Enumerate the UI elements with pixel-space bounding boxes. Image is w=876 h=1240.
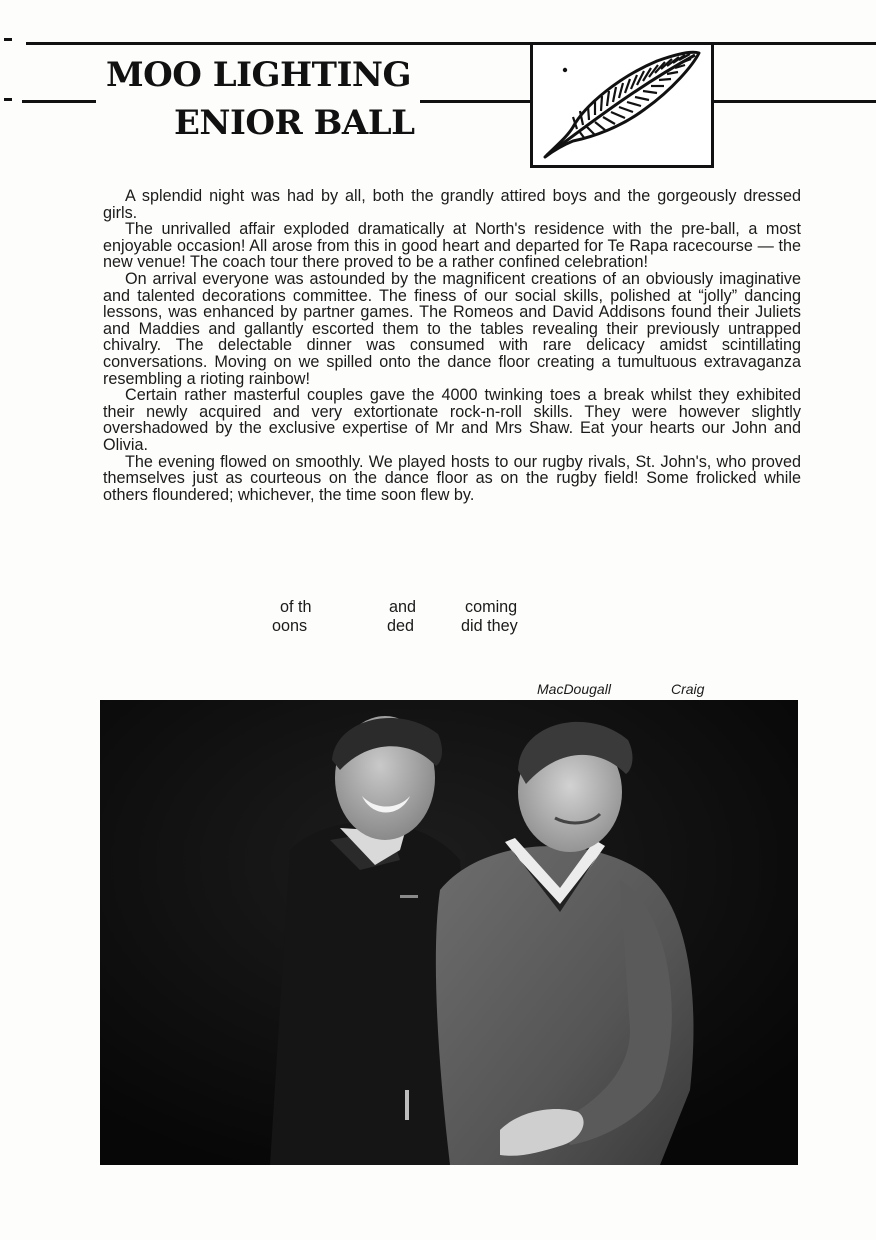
photo-caption-right: Craig	[671, 681, 705, 697]
fern-icon	[533, 45, 711, 165]
article-paragraph: The unrivalled affair exploded dramatically at North's residence with the pre-ball, a most enjoyable occasion! All arose from this in good heart and departed for Te Rapa racecourse — the new venue! The coach tour there proved to be a rather confined celebration!	[103, 220, 801, 272]
header-rule	[712, 100, 876, 103]
text-fragment: ded	[387, 617, 415, 635]
text-fragment: did they	[461, 617, 518, 635]
photo-caption-left: MacDougall	[537, 681, 611, 697]
header-rule	[420, 100, 532, 103]
headline-line-1: MOO LIGHTING	[106, 55, 411, 95]
text-fragment: oons	[272, 617, 308, 635]
text-fragment: and	[389, 598, 417, 616]
text-fragment: coming	[465, 598, 518, 616]
emblem-box	[530, 42, 714, 168]
text-fragment: of th	[280, 598, 312, 616]
event-photo	[100, 700, 798, 1165]
article-paragraph: A splendid night was had by all, both the grandly attired boys and the gorgeously dressed girls.	[103, 187, 801, 222]
article-body	[103, 188, 801, 503]
header-rule	[712, 42, 876, 45]
headline-line-2: ENIOR BALL	[174, 103, 415, 143]
header-rule	[26, 42, 532, 45]
photo-illustration	[100, 700, 798, 1165]
margin-mark	[4, 98, 12, 101]
margin-mark	[4, 38, 12, 41]
article-paragraph: Certain rather masterful couples gave the 4000 twinking toes a break whilst they exhibited their newly acquired and very extortionate rock-n-roll skills. They were however slightly overshadowed by the exclusive expertise of Mr and Mrs Shaw. Eat your hearts our John and Olivia.	[103, 386, 801, 454]
article-paragraph: The evening flowed on smoothly. We played hosts to our rugby rivals, St. John's, who proved themselves just as courteous on the dance floor as on the rugby field! Some frolicked while others floundered; whichever, the time soon flew by.	[103, 452, 801, 504]
article-paragraph: On arrival everyone was astounded by the magnificent creations of an obviously imaginative and talented decorations committee. The finess of our social skills, polished at “jolly” dancing lessons, was enhanced by partner games. The Romeos and David Addisons found their Juliets and Maddies and gallantly escorted them to the tables revealing their previously untrapped chivalry. The delectable dinner was consumed with rare delicacy amidst scintillating conversations. Moving on we spilled onto the dance floor creating a tumultuous extravaganza resembling a rioting rainbow!	[103, 269, 801, 388]
header-rule	[22, 100, 96, 103]
